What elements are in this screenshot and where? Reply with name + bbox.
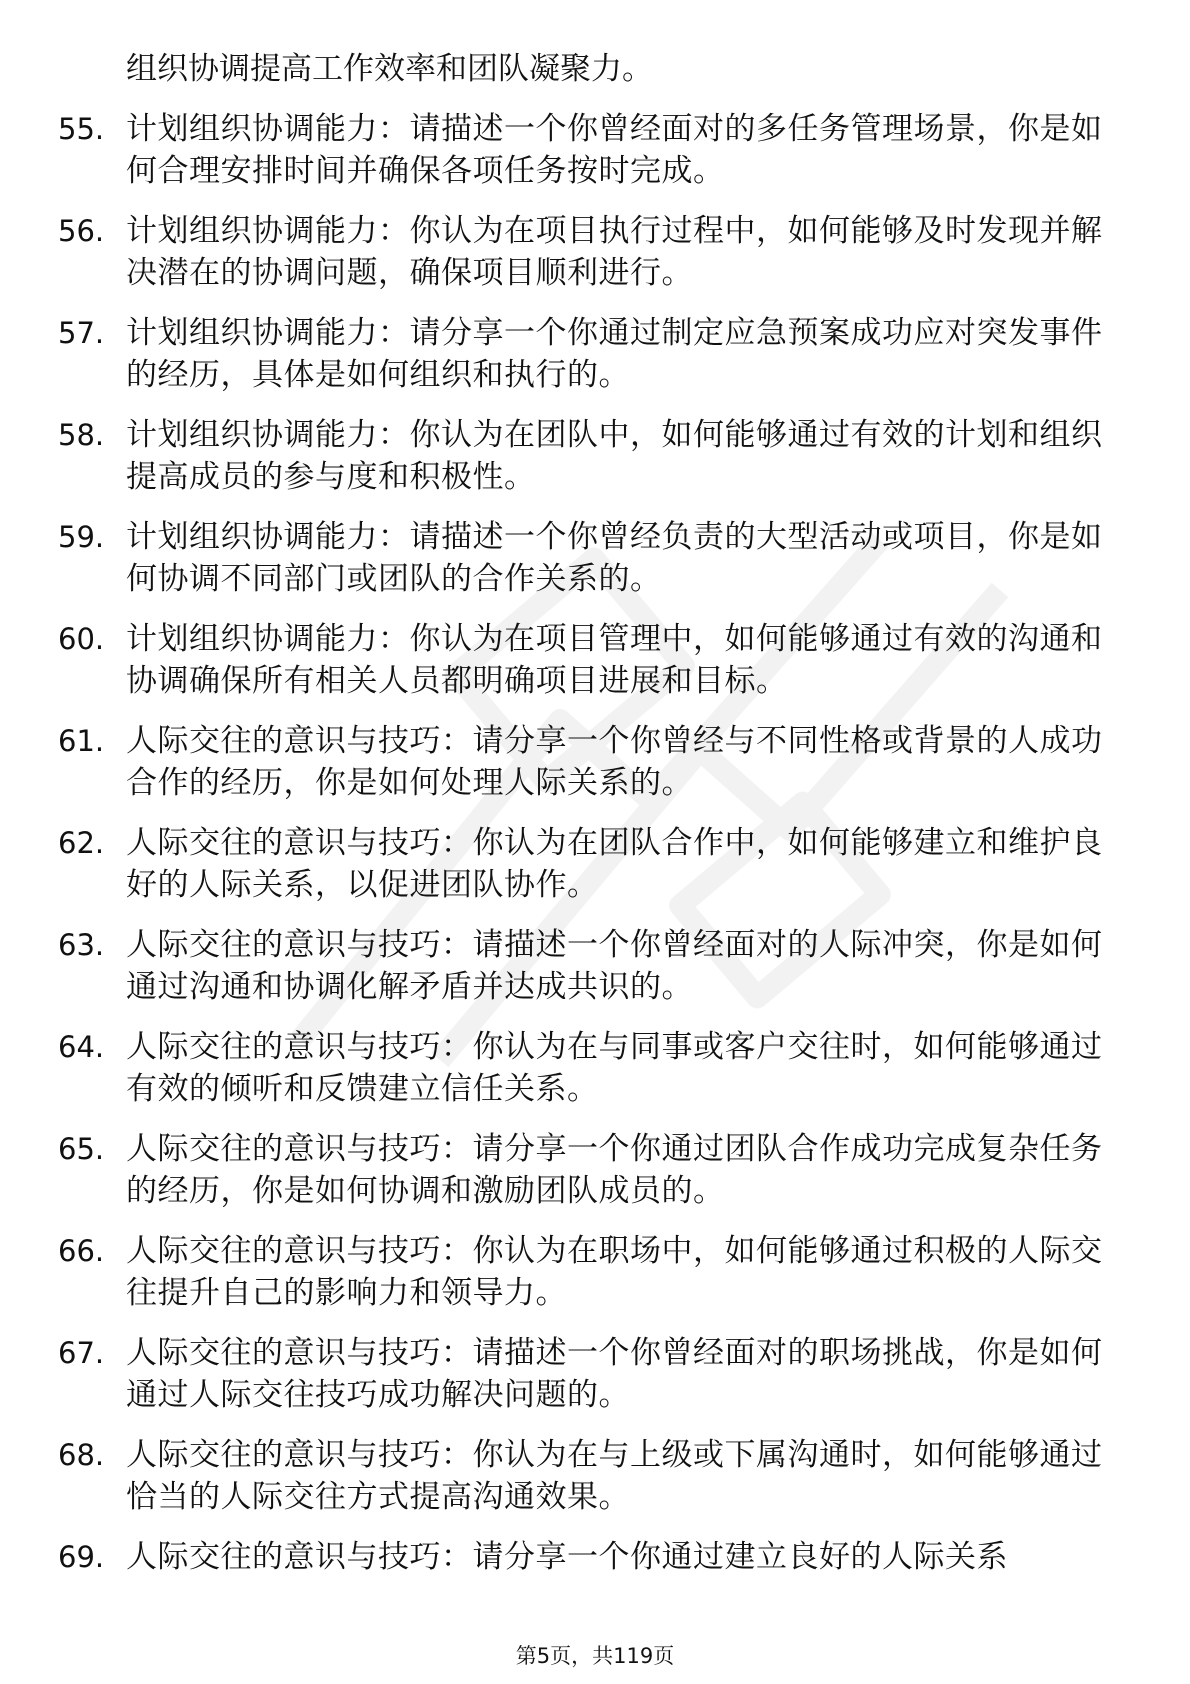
question-text: 人际交往的意识与技巧：你认为在与上级或下属沟通时，如何能够通过恰当的人际交往方式提高沟通效果。 bbox=[126, 1437, 1103, 1515]
question-number: 69. bbox=[58, 1540, 105, 1574]
question-item bbox=[58, 1026, 1118, 1110]
question-item bbox=[58, 414, 1118, 498]
question-text: 计划组织协调能力：请描述一个你曾经面对的多任务管理场景，你是如何合理安排时间并确保各项任务按时完成。 bbox=[126, 111, 1103, 189]
question-number: 64. bbox=[58, 1030, 105, 1064]
question-item bbox=[58, 1434, 1118, 1518]
question-item bbox=[58, 108, 1118, 192]
question-number: 68. bbox=[58, 1438, 105, 1472]
question-item bbox=[58, 312, 1118, 396]
question-item bbox=[58, 1332, 1118, 1416]
question-text: 人际交往的意识与技巧：请描述一个你曾经面对的职场挑战，你是如何通过人际交往技巧成功解决问题的。 bbox=[126, 1335, 1103, 1413]
question-number: 59. bbox=[58, 520, 105, 554]
question-item bbox=[58, 1128, 1118, 1212]
question-text: 人际交往的意识与技巧：你认为在职场中，如何能够通过积极的人际交往提升自己的影响力和领导力。 bbox=[126, 1233, 1103, 1311]
question-text: 计划组织协调能力：你认为在项目管理中，如何能够通过有效的沟通和协调确保所有相关人员都明确项目进展和目标。 bbox=[126, 621, 1103, 699]
question-number: 58. bbox=[58, 418, 105, 452]
question-item bbox=[58, 1536, 1118, 1578]
question-text: 计划组织协调能力：请分享一个你通过制定应急预案成功应对突发事件的经历，具体是如何组织和执行的。 bbox=[126, 315, 1103, 393]
question-text: 人际交往的意识与技巧：请分享一个你通过建立良好的人际关系 bbox=[126, 1539, 1008, 1575]
question-text: 计划组织协调能力：你认为在团队中，如何能够通过有效的计划和组织提高成员的参与度和积极性。 bbox=[126, 417, 1103, 495]
question-item bbox=[58, 618, 1118, 702]
question-text: 计划组织协调能力：请描述一个你曾经负责的大型活动或项目，你是如何协调不同部门或团队的合作关系的。 bbox=[126, 519, 1103, 597]
question-text: 人际交往的意识与技巧：请分享一个你通过团队合作成功完成复杂任务的经历，你是如何协调和激励团队成员的。 bbox=[126, 1131, 1103, 1209]
question-content bbox=[58, 48, 1118, 1596]
question-item bbox=[58, 720, 1118, 804]
question-item bbox=[58, 1230, 1118, 1314]
page-footer: 第5页，共119页 bbox=[515, 1644, 675, 1668]
question-text: 计划组织协调能力：你认为在项目执行过程中，如何能够及时发现并解决潜在的协调问题，确保项目顺利进行。 bbox=[126, 213, 1103, 291]
question-text: 人际交往的意识与技巧：请分享一个你曾经与不同性格或背景的人成功合作的经历，你是如何处理人际关系的。 bbox=[126, 723, 1103, 801]
question-text: 人际交往的意识与技巧：请描述一个你曾经面对的人际冲突，你是如何通过沟通和协调化解矛盾并达成共识的。 bbox=[126, 927, 1103, 1005]
question-text: 人际交往的意识与技巧：你认为在与同事或客户交往时，如何能够通过有效的倾听和反馈建立信任关系。 bbox=[126, 1029, 1103, 1107]
question-number: 66. bbox=[58, 1234, 105, 1268]
question-item bbox=[58, 924, 1118, 1008]
question-list bbox=[58, 108, 1118, 1578]
question-text: 人际交往的意识与技巧：你认为在团队合作中，如何能够建立和维护良好的人际关系，以促进团队协作。 bbox=[126, 825, 1103, 903]
question-number: 65. bbox=[58, 1132, 105, 1166]
question-number: 61. bbox=[58, 724, 105, 758]
question-number: 67. bbox=[58, 1336, 105, 1370]
question-item bbox=[58, 822, 1118, 906]
question-item bbox=[58, 210, 1118, 294]
question-number: 56. bbox=[58, 214, 105, 248]
question-number: 60. bbox=[58, 622, 105, 656]
question-number: 63. bbox=[58, 928, 105, 962]
question-item bbox=[58, 516, 1118, 600]
question-number: 62. bbox=[58, 826, 105, 860]
question-number: 57. bbox=[58, 316, 105, 350]
question-number: 55. bbox=[58, 112, 105, 146]
lead-text: 组织协调提高工作效率和团队凝聚力。 bbox=[126, 51, 653, 87]
